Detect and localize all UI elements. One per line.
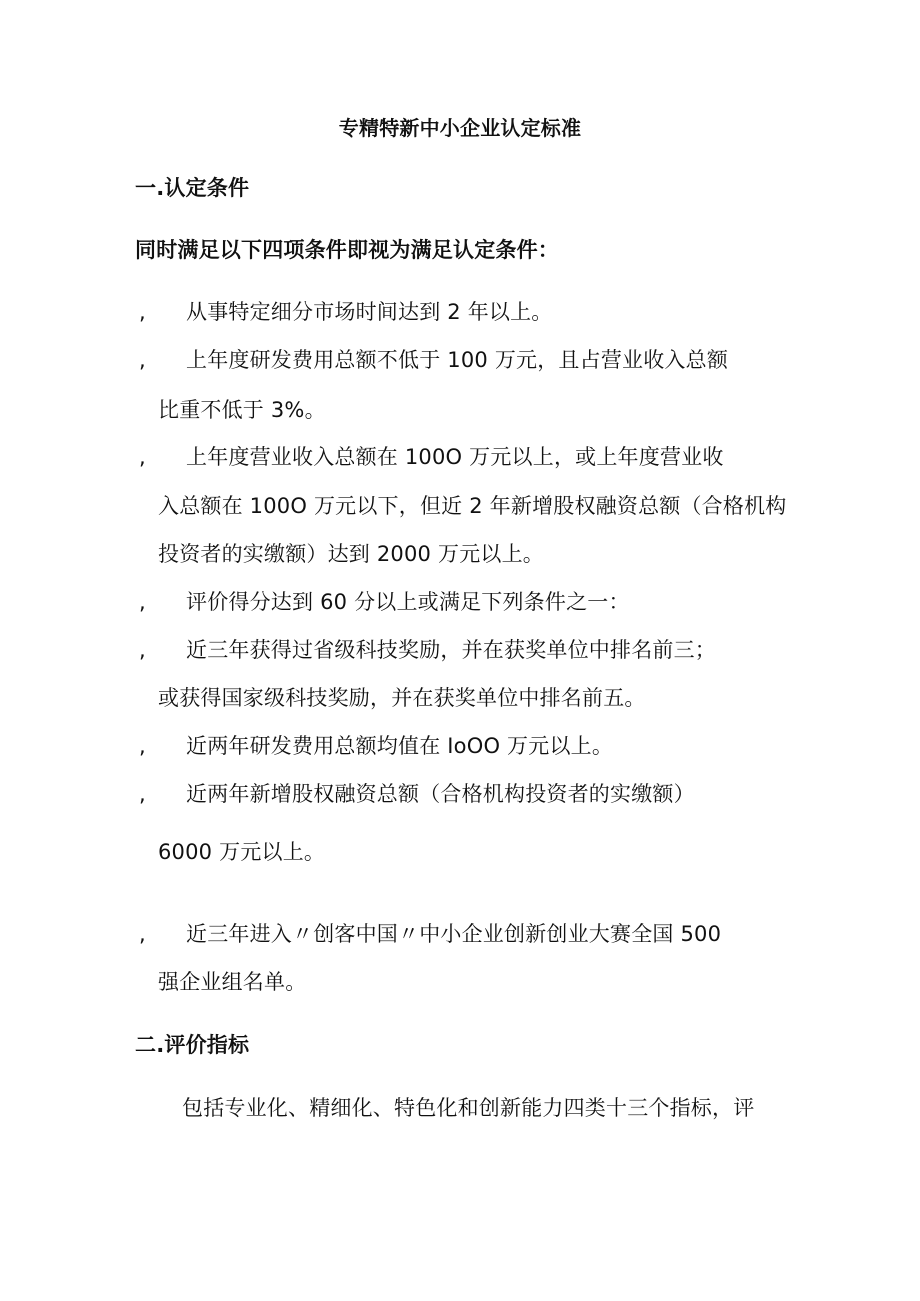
list-item-text-continued: 或获得国家级科技奖励，并在获奖单位中排名前五。 bbox=[158, 686, 646, 710]
list-item-text: 从事特定细分市场时间达到 2 年以上。 bbox=[186, 300, 553, 324]
list-item-text: 评价得分达到 60 分以上或满足下列条件之一： bbox=[186, 590, 630, 614]
section-heading-criteria: 一.认定条件 bbox=[135, 176, 250, 200]
list-bullet: , bbox=[139, 590, 146, 614]
list-item-text: 近两年研发费用总额均值在 IoOO 万元以上。 bbox=[186, 734, 614, 758]
list-bullet: , bbox=[139, 638, 146, 662]
list-bullet: , bbox=[139, 445, 146, 469]
list-item-text-continued: 入总额在 100O 万元以下，但近 2 年新增股权融资总额（合格机构 bbox=[158, 494, 787, 518]
list-bullet: , bbox=[139, 734, 146, 758]
list-bullet: , bbox=[139, 300, 146, 324]
list-item-text-continued: 比重不低于 3%。 bbox=[158, 398, 326, 422]
list-item-text: 上年度营业收入总额在 100O 万元以上，或上年度营业收 bbox=[186, 445, 724, 469]
list-item-text: 上年度研发费用总额不低于 100 万元，且占营业收入总额 bbox=[186, 348, 729, 372]
list-bullet: , bbox=[139, 782, 146, 806]
list-item-text-continued: 投资者的实缴额）达到 2000 万元以上。 bbox=[158, 542, 544, 566]
list-bullet: , bbox=[139, 348, 146, 372]
list-item-text: 近三年进入〃创客中国〃中小企业创新创业大赛全国 500 bbox=[186, 922, 722, 946]
list-item-text: 近三年获得过省级科技奖励，并在获奖单位中排名前三； bbox=[186, 638, 716, 662]
document-title: 专精特新中小企业认定标准 bbox=[338, 116, 582, 140]
list-item-text-continued: 强企业组名单。 bbox=[158, 970, 307, 994]
list-item-text: 近两年新增股权融资总额（合格机构投资者的实缴额） bbox=[186, 782, 695, 806]
list-bullet: , bbox=[139, 922, 146, 946]
criteria-intro: 同时满足以下四项条件即视为满足认定条件： bbox=[135, 238, 559, 262]
indicators-paragraph: 包括专业化、精细化、特色化和创新能力四类十三个指标，评 bbox=[182, 1096, 755, 1120]
list-item-text-continued: 6000 万元以上。 bbox=[158, 840, 326, 864]
section-heading-indicators: 二.评价指标 bbox=[135, 1033, 250, 1057]
